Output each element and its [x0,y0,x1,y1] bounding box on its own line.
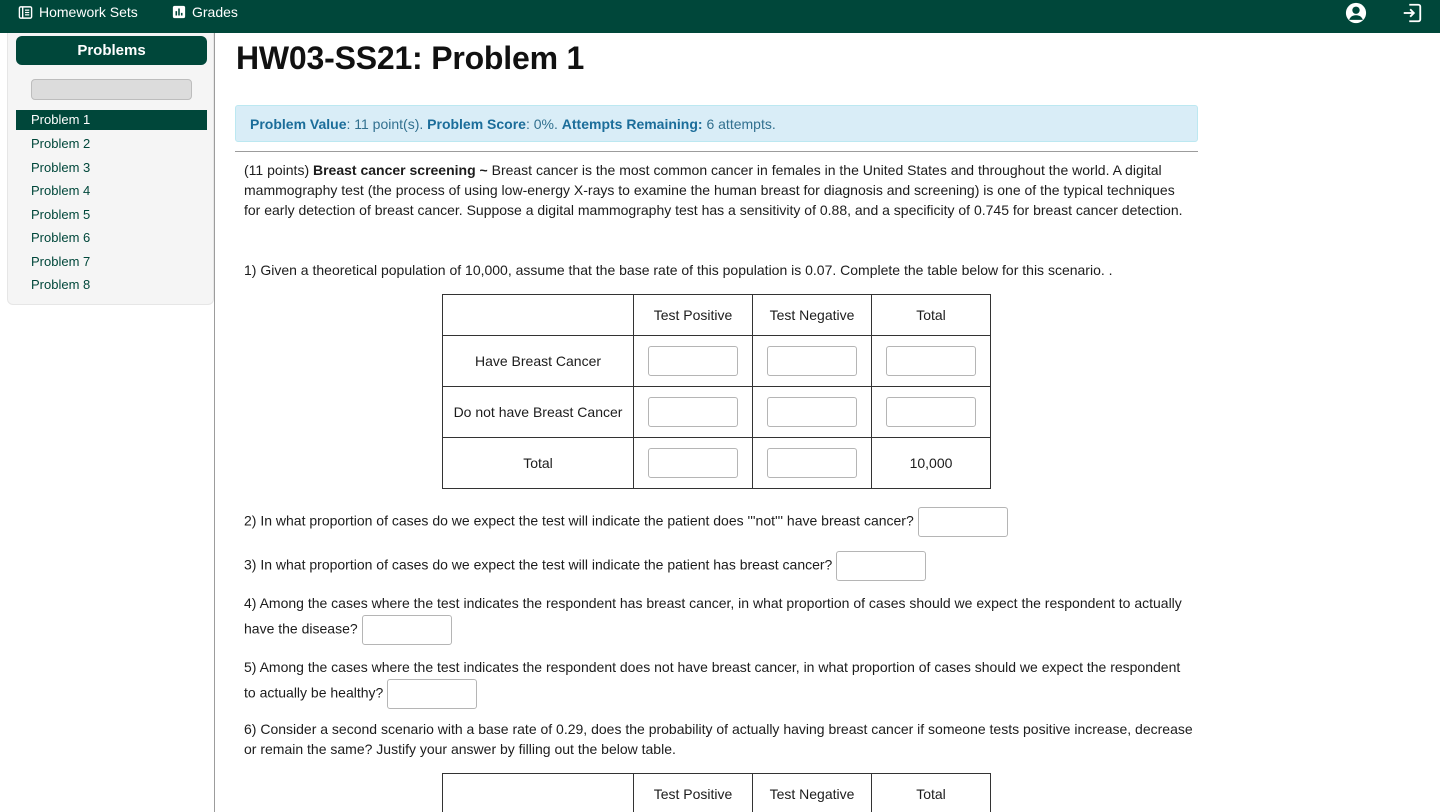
table-header-row [443,295,991,336]
answer-input[interactable] [886,346,976,376]
question-2-text: 2) In what proportion of cases do we expect the test will indicate the patient does '''not''' have breast cancer? [244,512,914,529]
attempts-remaining-text: 6 attempts. [702,115,776,132]
question-5 [244,655,1194,709]
table-header-cell [443,774,634,812]
logout-button[interactable] [1400,1,1424,25]
table-cell [753,336,872,387]
answer-input[interactable] [648,397,738,427]
table-row [443,336,991,387]
answer-input[interactable] [767,397,857,427]
homework-sets-link[interactable] [18,0,138,24]
question-5-text: 5) Among the cases where the test indicates the respondent does not have breast cancer, in what proportion of cases should we expect the respondent to actually be healthy? [244,659,1181,701]
intro-points: (11 points) [244,162,313,178]
table-cell [872,387,991,438]
sign-out-icon [1401,2,1423,24]
answer-input[interactable] [767,448,857,478]
table-cell [753,387,872,438]
table-cell [634,438,753,489]
sidebar-item-problem-4[interactable]: Problem 4 [31,183,91,198]
grades-link[interactable] [172,0,238,24]
problem-score-label: Problem Score [427,115,526,132]
table-row [443,387,991,438]
table-header-cell: Test Negative [753,295,872,336]
answer-input[interactable] [648,448,738,478]
bar-chart-icon [172,5,186,19]
table-cell [634,387,753,438]
table-cell [753,438,872,489]
sidebar-item-problem-1[interactable]: Problem 1 [16,110,207,130]
table-header-cell [443,295,634,336]
sidebar-item-problem-7[interactable]: Problem 7 [31,253,91,269]
problem-status-alert [235,105,1198,142]
problem-intro [244,160,1194,220]
intro-body: Breast cancer is the most common cancer in females in the United States and throughout the world. A digital mammography test (the process of using low-energy X-rays to examine the human breast for diagnosis and screening) is one of the typical techniques for early detection of breast cancer. Suppose a digital mammography test has a sensitivity of 0.88, and a specificity of 0.745 for breast cancer detection. [244,162,1183,218]
answer-input[interactable] [767,346,857,376]
table-cell [634,336,753,387]
question-3-text: 3) In what proportion of cases do we expect the test will indicate the patient has breast cancer? [244,556,833,573]
sidebar-item-problem-3[interactable]: Problem 3 [31,159,91,175]
attempts-remaining-label: Attempts Remaining: [561,115,703,132]
page-title: HW03-SS21: Problem 1 [236,40,585,76]
answer-input[interactable] [648,346,738,376]
sidebar-item-problem-5[interactable]: Problem 5 [31,206,91,222]
answer-input-q2[interactable] [918,507,1008,537]
homework-sets-label: Homework Sets [39,4,138,20]
answer-input[interactable] [886,397,976,427]
problems-sidebar [7,33,214,305]
book-icon [18,5,33,20]
content-divider [235,151,1198,152]
status-text [250,116,776,132]
answer-input-q5[interactable] [387,679,477,709]
sidebar-title: Problems [16,36,207,65]
table-cell [872,336,991,387]
contingency-table-1 [442,294,991,489]
row-label: Do not have Breast Cancer [443,387,634,438]
problem-value-label: Problem Value [250,115,347,132]
table-header-cell: Test Positive [634,295,753,336]
sidebar-item-problem-8[interactable]: Problem 8 [31,277,91,292]
question-6: 6) Consider a second scenario with a base rate of 0.29, does the probability of actually having breast cancer if someone tests positive increase, decrease or remain the same? Justify your answer by filling out the below table. [244,721,1193,757]
row-label: Have Breast Cancer [443,336,634,387]
user-account-button[interactable] [1344,1,1368,25]
problem-search-input[interactable] [31,79,192,100]
grades-label: Grades [192,4,238,20]
question-4 [244,591,1194,645]
table-header-row [443,774,991,812]
question-1: 1) Given a theoretical population of 10,000, assume that the base rate of this population is 0.07. Complete the table below for this scenario. . [244,262,1113,278]
top-navbar [0,0,1440,33]
problem-list [16,110,207,299]
question-2 [244,507,1008,537]
answer-input-q3[interactable] [836,551,926,581]
problem-score-text: : 0%. [525,115,562,132]
user-circle-icon [1345,2,1367,24]
table-header-cell: Total [872,774,991,812]
problem-value-text: : 11 point(s). [346,115,428,132]
sidebar-divider [214,33,215,812]
intro-topic: Breast cancer screening ~ [313,162,488,178]
answer-input-q4[interactable] [362,615,452,645]
question-3 [244,551,926,581]
table-header-cell: Total [872,295,991,336]
sidebar-item-problem-6[interactable]: Problem 6 [31,230,91,245]
contingency-table-2 [442,773,991,812]
question-4-text: 4) Among the cases where the test indicates the respondent has breast cancer, in what proportion of cases should we expect the respondent to actually have the disease? [244,595,1182,637]
table-header-cell: Test Negative [753,774,872,812]
sidebar-item-problem-2[interactable]: Problem 2 [31,136,91,151]
grand-total-value: 10,000 [872,438,991,489]
table-row [443,438,991,489]
table-header-cell: Test Positive [634,774,753,812]
row-label: Total [443,438,634,489]
